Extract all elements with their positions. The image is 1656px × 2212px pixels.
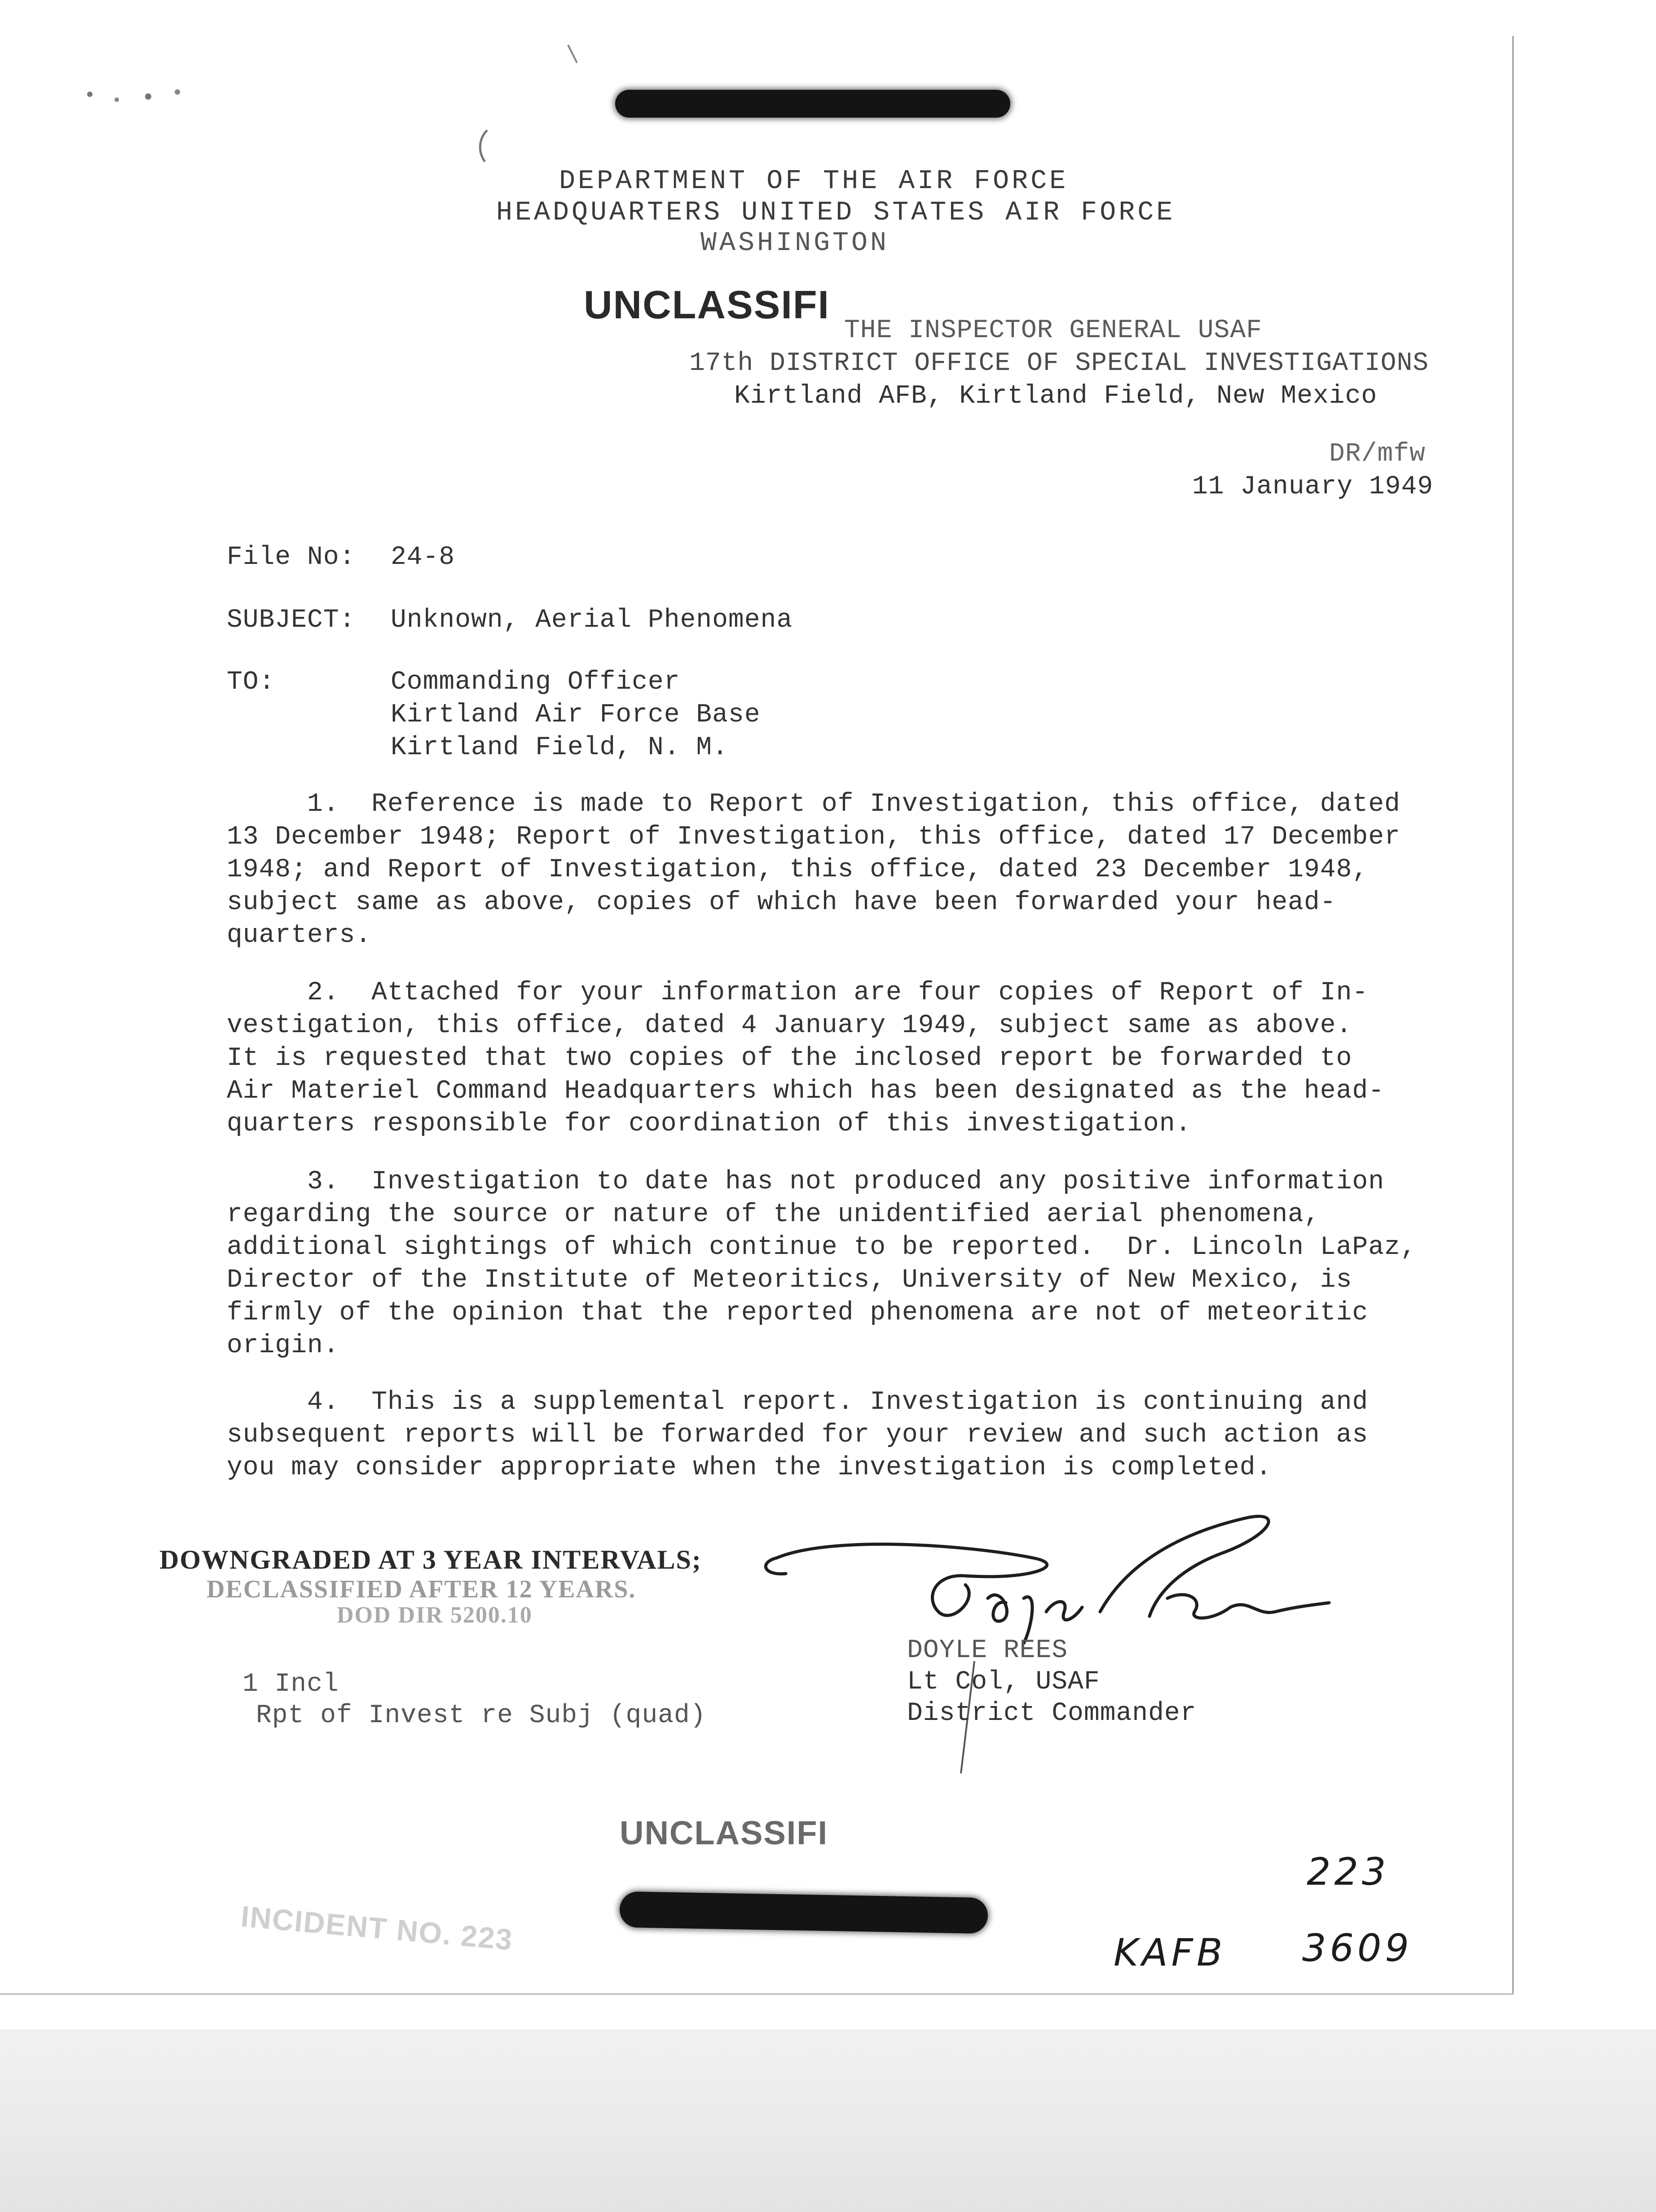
- to-base: Kirtland Air Force Base: [391, 700, 761, 730]
- classification-stamp-top: UNCLASSIFI: [584, 282, 830, 327]
- paragraph-line: regarding the source or nature of the unidentified aerial phenomena,: [227, 1200, 1320, 1229]
- paragraph-line: additional sightings of which continue to be reported. Dr. Lincoln LaPaz,: [227, 1233, 1417, 1262]
- file-no-label: File No:: [227, 543, 356, 572]
- paragraph-line: you may consider appropriate when the investigation is completed.: [227, 1453, 1272, 1482]
- signer-title: District Commander: [907, 1699, 1197, 1728]
- paragraph-line: firmly of the opinion that the reported phenomena are not of meteoritic: [227, 1298, 1369, 1328]
- incident-stamp: INCIDENT NO. 223: [239, 1899, 515, 1957]
- to-label: TO:: [227, 668, 275, 697]
- office-district: 17th DISTRICT OFFICE OF SPECIAL INVESTIGATIONS: [689, 349, 1429, 378]
- paragraph-line: quarters responsible for coordination of this investigation.: [227, 1109, 1192, 1139]
- paragraph-line: Director of the Institute of Meteoritics, University of New Mexico, is: [227, 1266, 1352, 1295]
- classification-stamp-bottom: UNCLASSIFI: [620, 1814, 828, 1851]
- signer-rank: Lt Col, USAF: [907, 1667, 1100, 1697]
- paragraph-line: 1948; and Report of Investigation, this office, dated 23 December 1948,: [227, 855, 1369, 884]
- paragraph-line: origin.: [227, 1331, 339, 1360]
- signer-name: DOYLE REES: [907, 1636, 1068, 1665]
- downgrade-stamp-line3: DOD DIR 5200.10: [337, 1602, 533, 1628]
- paragraph-line: 4. This is a supplemental report. Investigation is continuing and: [227, 1388, 1369, 1417]
- paragraph-line: It is requested that two copies of the inclosed report be forwarded to: [227, 1044, 1352, 1073]
- handwritten-incident-number: 223: [1307, 1850, 1390, 1894]
- office-inspector-general: THE INSPECTOR GENERAL USAF: [844, 316, 1262, 345]
- office-location: Kirtland AFB, Kirtland Field, New Mexico: [734, 382, 1378, 411]
- handwritten-base-code: KAFB: [1114, 1931, 1226, 1975]
- paragraph-line: subject same as above, copies of which have been forwarded your head-: [227, 888, 1336, 917]
- inclosure-description: Rpt of Invest re Subj (quad): [256, 1701, 706, 1730]
- paragraph-line: 1. Reference is made to Report of Investigation, this office, dated: [227, 790, 1401, 819]
- subject-label: SUBJECT:: [227, 606, 356, 635]
- downgrade-stamp-line2: DECLASSIFIED AFTER 12 YEARS.: [207, 1575, 636, 1603]
- to-location: Kirtland Field, N. M.: [391, 733, 728, 762]
- paragraph-line: 2. Attached for your information are four copies of Report of In-: [227, 978, 1369, 1007]
- paragraph-line: Air Materiel Command Headquarters which has been designated as the head-: [227, 1077, 1385, 1106]
- letterhead-department: DEPARTMENT OF THE AIR FORCE: [559, 166, 1069, 197]
- file-no-value: 24-8: [391, 543, 455, 572]
- reference-initials: DR/mfw: [1329, 440, 1426, 469]
- inclosure-count: 1 Incl: [242, 1670, 339, 1699]
- paragraph-line: vestigation, this office, dated 4 January 1949, subject same as above.: [227, 1011, 1352, 1040]
- letterhead-washington: WASHINGTON: [700, 228, 890, 259]
- paragraph-line: 13 December 1948; Report of Investigation, this office, dated 17 December: [227, 822, 1401, 852]
- paragraph-line: 3. Investigation to date has not produced any positive information: [227, 1167, 1385, 1196]
- subject-value: Unknown, Aerial Phenomena: [391, 606, 793, 635]
- handwritten-file-number: 3609: [1302, 1926, 1413, 1970]
- paragraph-line: quarters.: [227, 921, 372, 950]
- downgrade-stamp-line1: DOWNGRADED AT 3 YEAR INTERVALS;: [159, 1545, 702, 1574]
- letterhead-headquarters: HEADQUARTERS UNITED STATES AIR FORCE: [496, 198, 1176, 228]
- paragraph-line: subsequent reports will be forwarded for your review and such action as: [227, 1420, 1369, 1450]
- to-recipient: Commanding Officer: [391, 668, 680, 697]
- document-date: 11 January 1949: [1192, 472, 1434, 501]
